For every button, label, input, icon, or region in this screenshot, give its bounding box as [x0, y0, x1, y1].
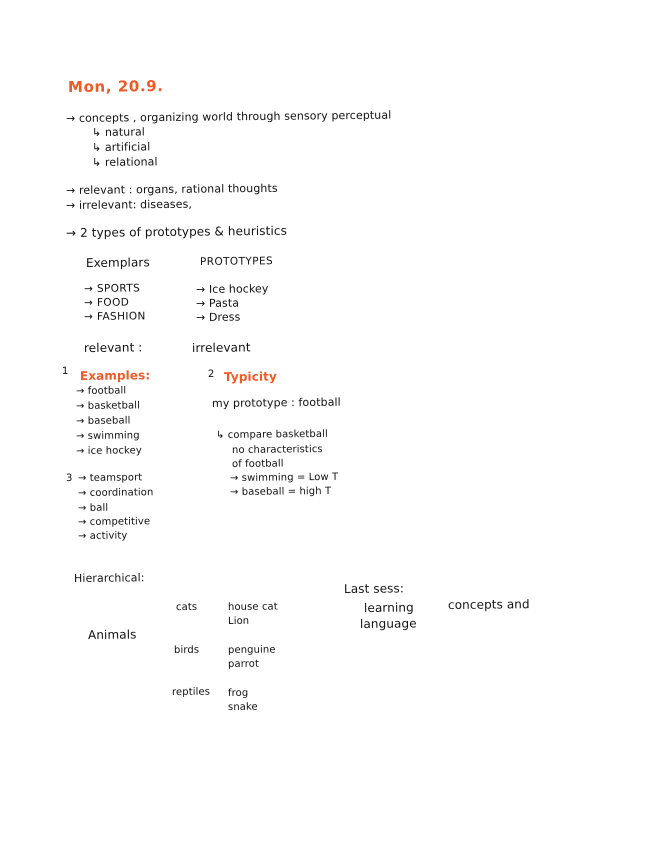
types-line: → 2 types of prototypes & heuristics [65, 223, 287, 240]
date-heading: Mon, 20.9. [67, 76, 164, 96]
exemplar-food: → FOOD [83, 296, 130, 309]
concepts-line: → concepts , organizing world through sensory perceptual [65, 108, 392, 125]
relevant-footer: relevant : [83, 340, 143, 355]
prototype-pasta: → Pasta [195, 296, 240, 310]
typicity-title: Typicity [223, 369, 277, 384]
member-lion: Lion [227, 615, 250, 627]
typicity-note-2: of football [231, 458, 284, 470]
group-birds: birds [173, 644, 200, 656]
example-basketball: → basketball [75, 400, 141, 412]
member-penguine: penguine [227, 644, 276, 656]
group-cats: cats [175, 601, 198, 613]
competitive-item: → competitive [77, 516, 151, 528]
concepts-sub-natural: ↳ natural [91, 125, 146, 139]
example-swimming: → swimming [75, 430, 140, 442]
examples-title: Examples: [79, 368, 151, 383]
exemplars-header: Exemplars [85, 255, 150, 270]
relevant-line: → relevant : organs, rational thoughts [65, 181, 278, 197]
teamsport-number: 3 [65, 472, 73, 484]
typicity-swimming: → swimming = Low T [229, 471, 339, 484]
activity-item: → activity [77, 530, 128, 542]
typicity-note-1: no characteristics [231, 444, 323, 456]
coordination-item: → coordination [77, 487, 154, 499]
typicity-baseball: → baseball = high T [229, 485, 332, 498]
examples-number: 1 [61, 365, 69, 377]
next-session-label: Last sess: [343, 581, 405, 596]
example-baseball: → baseball [75, 415, 131, 427]
ball-item: → ball [77, 502, 109, 514]
hierarchy-root-animals: Animals [87, 627, 137, 642]
typicity-compare: ↳ compare basketball [215, 428, 328, 441]
member-snake: snake [227, 701, 258, 713]
example-ice-hockey: → ice hockey [75, 445, 142, 457]
irrelevant-footer: irrelevant [191, 340, 251, 355]
member-frog: frog [227, 687, 249, 699]
concepts-sub-relational: ↳ relational [91, 155, 158, 169]
exemplar-sports: → SPORTS [83, 282, 141, 295]
next-session-learning: learning [363, 600, 414, 615]
next-session-concepts: concepts and [447, 597, 530, 612]
prototypes-header: PROTOTYPES [199, 255, 274, 268]
teamsport-item: → teamsport [77, 472, 143, 484]
group-reptiles: reptiles [171, 686, 211, 698]
next-session-language: language [359, 616, 417, 631]
typicity-prototype: my prototype : football [211, 395, 341, 410]
prototype-ice-hockey: → Ice hockey [195, 282, 269, 296]
example-football: → football [75, 385, 127, 397]
member-house-cat: house cat [227, 601, 278, 613]
typicity-number: 2 [207, 368, 215, 380]
hierarchical-title: Hierarchical: [73, 571, 145, 585]
prototype-dress: → Dress [195, 310, 241, 324]
member-parrot: parrot [227, 658, 260, 670]
exemplar-fashion: → FASHION [83, 310, 146, 323]
concepts-sub-artificial: ↳ artificial [91, 140, 151, 154]
irrelevant-line: → irrelevant: diseases, [65, 197, 193, 212]
